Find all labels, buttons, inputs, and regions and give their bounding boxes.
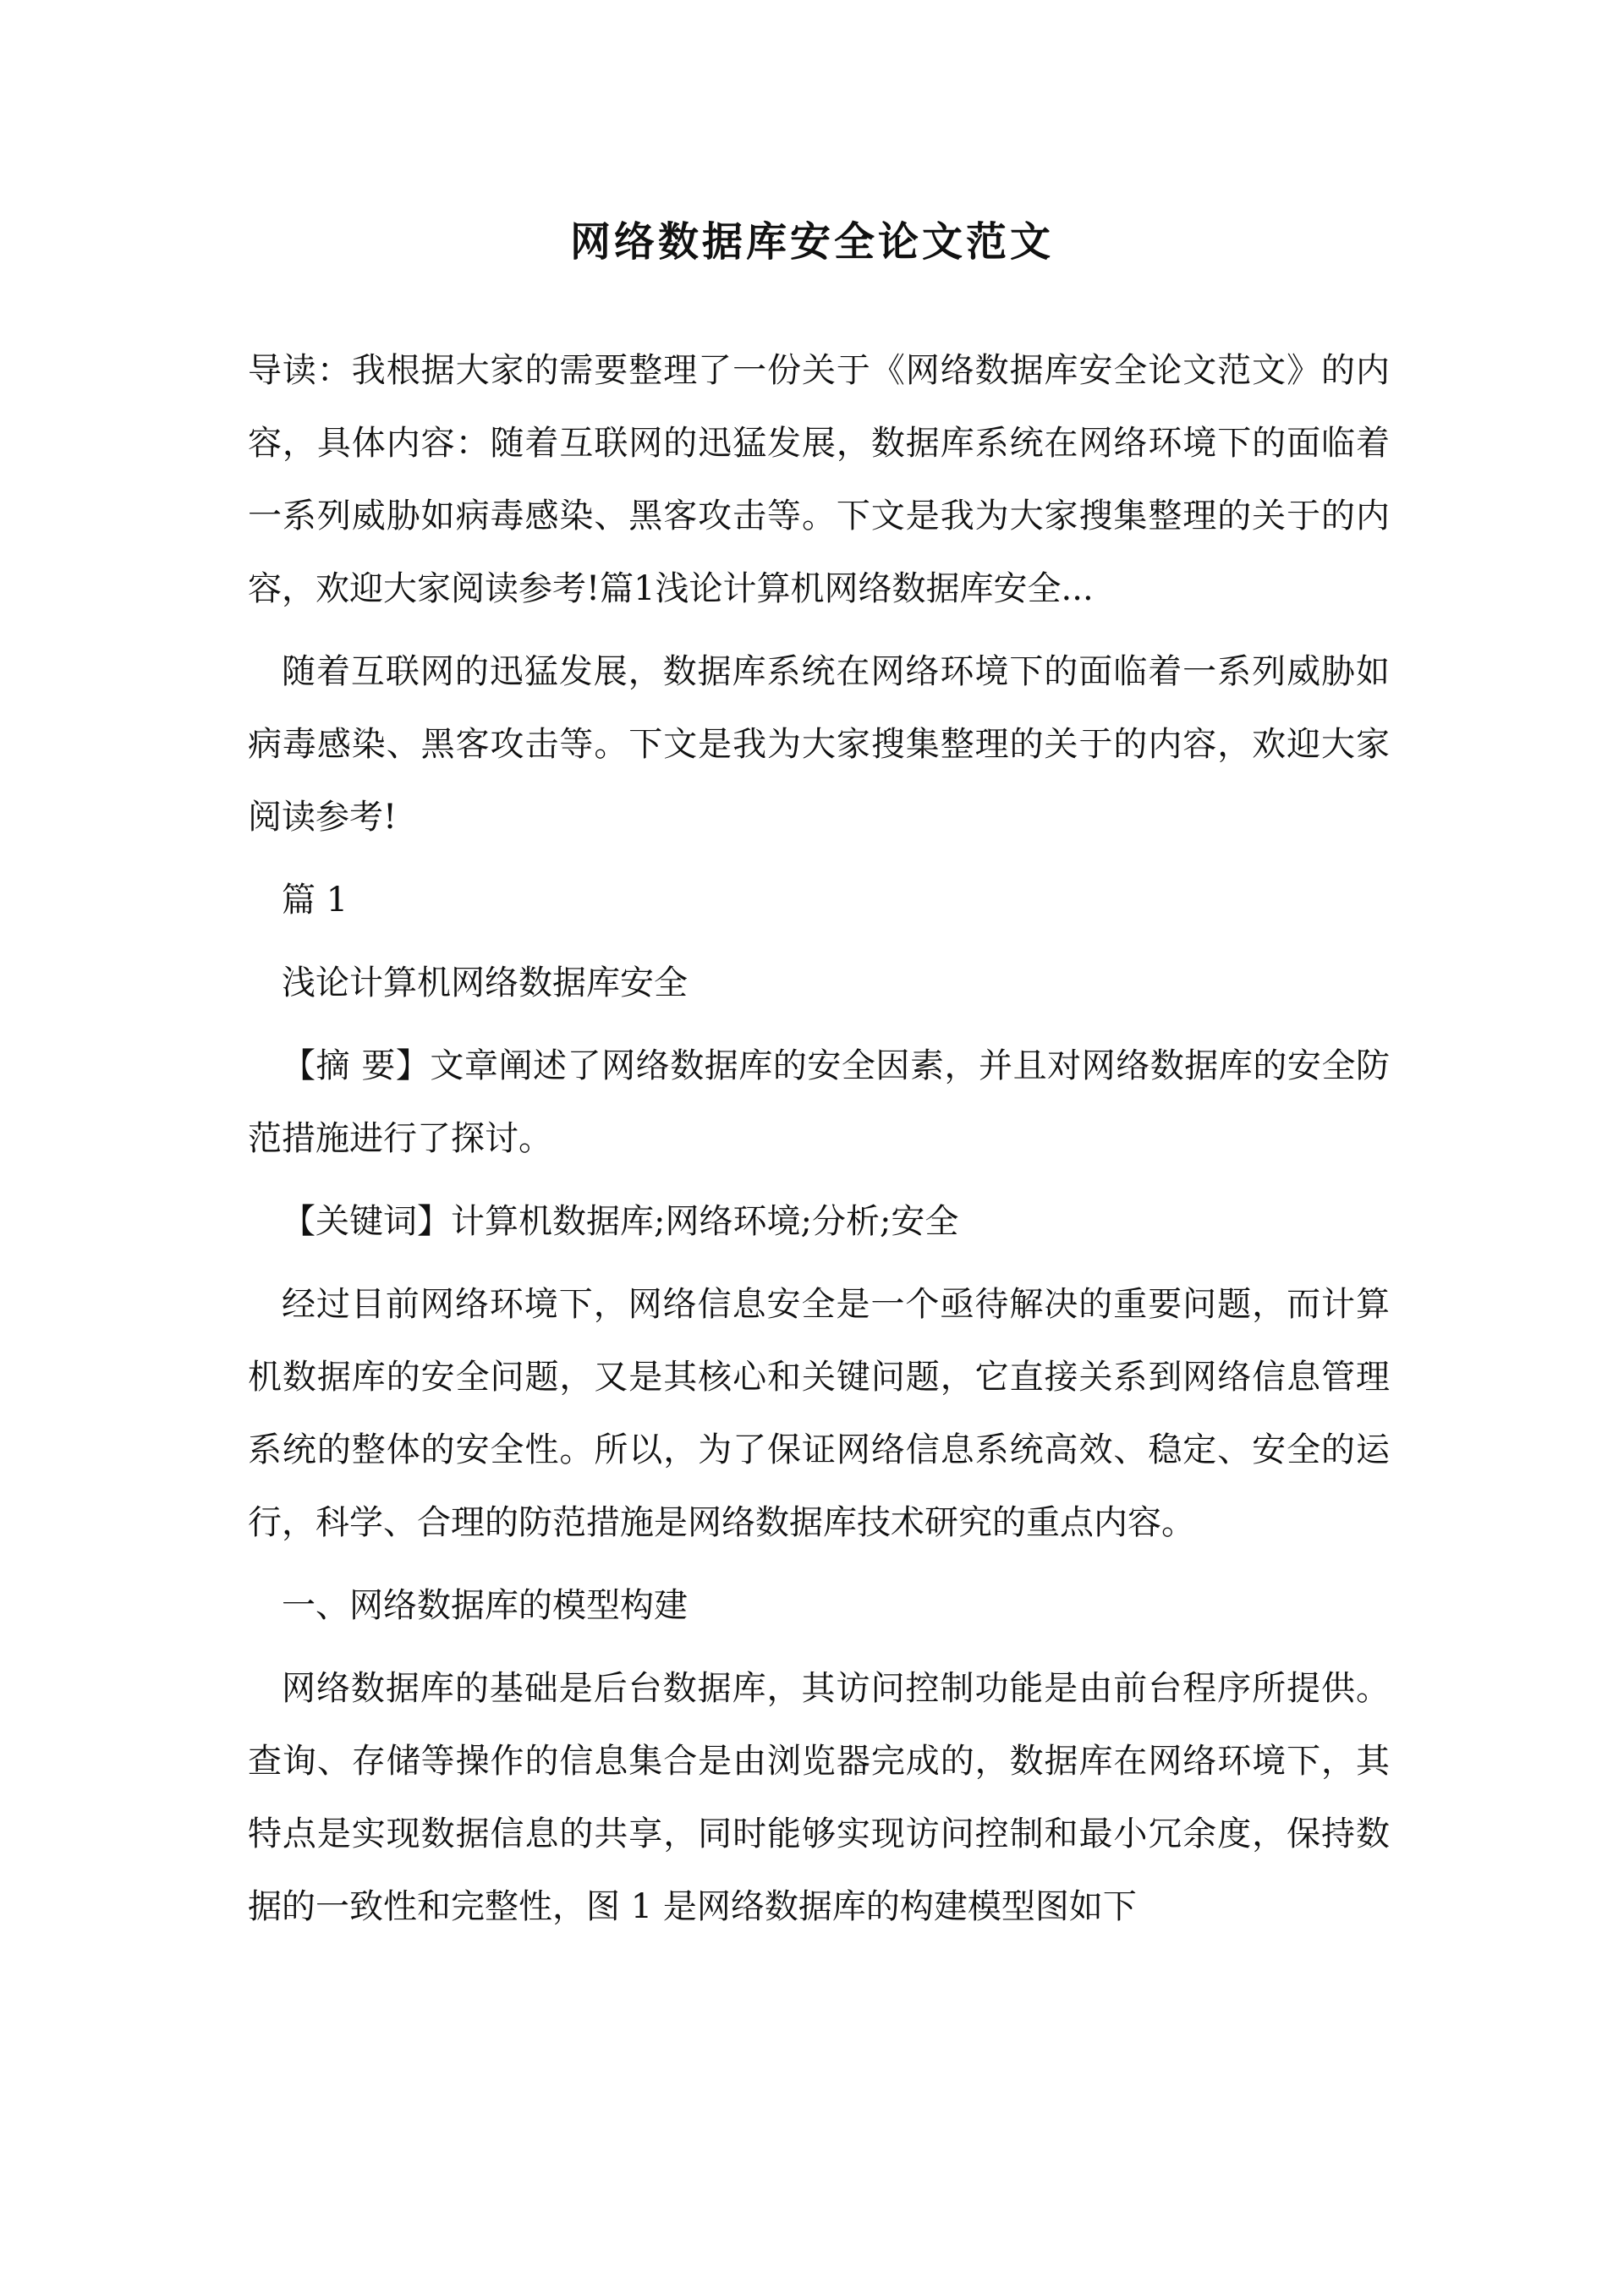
document-body (248, 334, 1390, 1953)
article-title: 浅论计算机网络数据库安全 (282, 964, 688, 1002)
section-heading: 一、网络数据库的模型构建 (282, 1586, 688, 1625)
document-title: 网络数据库安全论文范文 (569, 218, 1054, 266)
keywords-paragraph: 【关键词】计算机数据库;网络环境;分析;安全 (282, 1202, 959, 1241)
section-label: 篇 1 (282, 881, 348, 920)
intro-paragraph: 导读：我根据大家的需要整理了一份关于《网络数据库安全论文范文》的内容，具体内容：随着互联网的迅猛发展，数据库系统在网络环境下的面临着一系列威胁如病毒感染、黑客攻击等。下文是我为大家搜集整理的关于的内容，欢迎大家阅读参考!篇1浅论计算机网络数据库安全... (248, 351, 1390, 608)
body-paragraph: 经过目前网络环境下，网络信息安全是一个亟待解决的重要问题，而计算机数据库的安全问题，又是其核心和关键问题，它直接关系到网络信息管理系统的整体的安全性。所以，为了保证网络信息系统高效、稳定、安全的运行，科学、合理的防范措施是网络数据库技术研究的重点内容。 (248, 1285, 1390, 1542)
body-paragraph: 网络数据库的基础是后台数据库，其访问控制功能是由前台程序所提供。查询、存储等操作的信息集合是由浏览器完成的，数据库在网络环境下，其特点是实现数据信息的共享，同时能够实现访问控制和最小冗余度，保持数据的一致性和完整性，图 1 是网络数据库的构建模型图如下 (248, 1669, 1390, 1926)
abstract-paragraph: 【摘 要】文章阐述了网络数据库的安全因素，并且对网络数据库的安全防范措施进行了探讨。 (248, 1046, 1390, 1158)
body-paragraph: 随着互联网的迅猛发展，数据库系统在网络环境下的面临着一系列威胁如病毒感染、黑客攻击等。下文是我为大家搜集整理的关于的内容，欢迎大家阅读参考! (248, 652, 1390, 837)
